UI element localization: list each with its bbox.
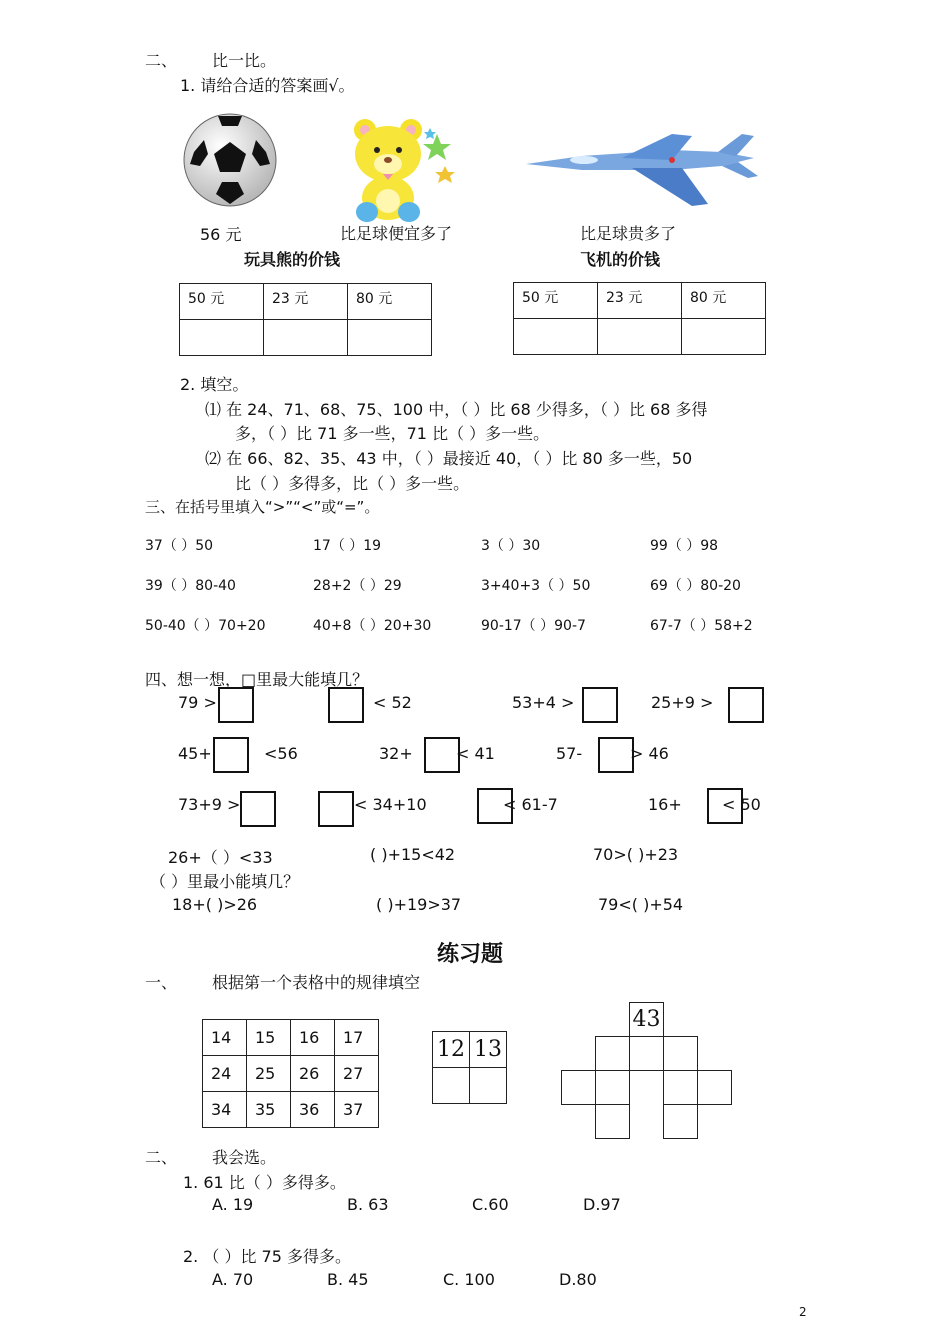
plane-answer-cell[interactable] [682, 319, 766, 355]
compare-item: 3+40+3（ ）50 [481, 578, 591, 594]
choice-option[interactable]: D.80 [559, 1270, 597, 1289]
answer-box[interactable] [728, 687, 764, 723]
bear-option: 50 元 [180, 284, 264, 320]
answer-box[interactable] [213, 737, 249, 773]
cross-cell[interactable] [595, 1036, 630, 1071]
bear-option: 80 元 [348, 284, 432, 320]
fill-2-line-b: 比（ ）多得多，比（ ）多一些。 [235, 474, 470, 493]
cross-cell[interactable] [663, 1070, 698, 1105]
compare-item: 69（ ）80-20 [650, 578, 741, 594]
choice-option[interactable]: B. 45 [327, 1270, 369, 1289]
compare-item: 50-40（ ）70+20 [145, 618, 266, 634]
cross-cell[interactable] [595, 1104, 630, 1139]
fill-2-line-a: ⑵ 在 66、82、35、43 中，（ ）最接近 40，（ ）比 80 多一些，50 [205, 449, 693, 468]
section-2-number: 二、 [145, 51, 178, 70]
page-number: 2 [799, 1305, 807, 1319]
bear-option: 23 元 [264, 284, 348, 320]
compare-item: 40+8（ ）20+30 [313, 618, 432, 634]
compare-item: 3（ ）30 [481, 538, 541, 554]
answer-box[interactable] [598, 737, 634, 773]
teddy-bear-image [345, 116, 465, 224]
compare-item: 17（ ）19 [313, 538, 382, 554]
box-text: < 34+10 [354, 795, 427, 814]
choice-question-1: 1. 61 比（ ）多得多。 [183, 1173, 346, 1192]
box-text: 16+ [648, 795, 682, 814]
small-grid-cell: 13 [469, 1031, 507, 1068]
cross-cell[interactable] [629, 1036, 664, 1071]
box-text: 57- [556, 744, 583, 763]
plane-answer-cell[interactable] [598, 319, 682, 355]
bear-answer-cell[interactable] [180, 320, 264, 356]
cross-top-cell: 43 [629, 1002, 664, 1037]
question-1: 1. 请给合适的答案画√。 [180, 76, 355, 95]
answer-box[interactable] [582, 687, 618, 723]
plane-price-label: 飞机的价钱 [580, 250, 661, 269]
practice-2-number: 二、 [145, 1148, 178, 1167]
paren-text: 18+( )>26 [172, 895, 258, 914]
choice-option[interactable]: B. 63 [347, 1195, 389, 1214]
grid-cell: 34 [203, 1092, 247, 1128]
plane-option: 80 元 [682, 283, 766, 319]
grid-cell: 36 [291, 1092, 335, 1128]
section-4-heading: 四、想一想，□里最大能填几？ [145, 670, 369, 689]
compare-item: 99（ ）98 [650, 538, 719, 554]
box-text: 79 > [178, 693, 217, 712]
choice-option[interactable]: A. 19 [212, 1195, 254, 1214]
answer-box[interactable] [328, 687, 364, 723]
bear-answer-cell[interactable] [264, 320, 348, 356]
bear-price-label: 玩具熊的价钱 [244, 250, 341, 269]
choice-question-2: 2. （ ）比 75 多得多。 [183, 1247, 351, 1266]
box-text: 53+4 > [512, 693, 575, 712]
airplane-image [522, 130, 762, 210]
box-text: < 41 [456, 744, 495, 763]
grid-cell: 37 [335, 1092, 379, 1128]
grid-cell: 27 [335, 1056, 379, 1092]
question-2: 2. 填空。 [180, 375, 249, 394]
grid-cell: 14 [203, 1020, 247, 1056]
small-grid-cell: 12 [432, 1031, 470, 1068]
paren-text: 79<( )+54 [598, 895, 684, 914]
compare-item: 37（ ）50 [145, 538, 214, 554]
answer-box[interactable] [318, 791, 354, 827]
paren-text: 26+（ ）<33 [168, 848, 273, 867]
plane-price-table [513, 282, 766, 355]
box-text: 73+9 > [178, 795, 241, 814]
box-text: > 46 [630, 744, 669, 763]
box-text: <56 [264, 744, 298, 763]
grid-cell: 26 [291, 1056, 335, 1092]
bear-price-table [179, 283, 432, 356]
paren-text: ( )+19>37 [376, 895, 462, 914]
plane-option: 50 元 [514, 283, 598, 319]
cross-cell[interactable] [663, 1036, 698, 1071]
plane-option: 23 元 [598, 283, 682, 319]
box-text: < 50 [722, 795, 761, 814]
box-text: 45+ [178, 744, 212, 763]
choice-option[interactable]: C. 100 [443, 1270, 495, 1289]
answer-box[interactable] [240, 791, 276, 827]
practice-1-number: 一、 [145, 973, 178, 992]
plane-note: 比足球贵多了 [580, 224, 677, 243]
small-grid-blank[interactable] [469, 1067, 507, 1104]
ball-price: 56 元 [200, 225, 242, 244]
min-heading: （ ）里最小能填几？ [150, 872, 300, 891]
small-grid-blank[interactable] [432, 1067, 470, 1104]
cross-cell[interactable] [697, 1070, 732, 1105]
choice-option[interactable]: A. 70 [212, 1270, 254, 1289]
pattern-grid [202, 1019, 379, 1128]
box-text: 25+9 > [651, 693, 714, 712]
cross-cell[interactable] [561, 1070, 596, 1105]
grid-cell: 15 [247, 1020, 291, 1056]
answer-box[interactable] [218, 687, 254, 723]
section-3-heading: 三、在括号里填入“>”“<”或“=”。 [145, 498, 380, 516]
grid-cell: 25 [247, 1056, 291, 1092]
grid-cell: 16 [291, 1020, 335, 1056]
plane-answer-cell[interactable] [514, 319, 598, 355]
compare-item: 28+2（ ）29 [313, 578, 402, 594]
fill-1-line-b: 多，（ ）比 71 多一些，71 比（ ）多一些。 [235, 424, 550, 443]
choice-option[interactable]: C.60 [472, 1195, 509, 1214]
soccer-ball-image [180, 112, 280, 208]
bear-note: 比足球便宜多了 [340, 224, 453, 243]
grid-cell: 35 [247, 1092, 291, 1128]
box-text: 32+ [379, 744, 413, 763]
choice-option[interactable]: D.97 [583, 1195, 621, 1214]
box-text: < 52 [373, 693, 412, 712]
section-2-heading: 比一比。 [212, 51, 277, 70]
grid-cell: 24 [203, 1056, 247, 1092]
paren-text: ( )+15<42 [370, 845, 456, 864]
practice-2-heading: 我会选。 [212, 1148, 277, 1167]
grid-cell: 17 [335, 1020, 379, 1056]
paren-text: 70>( )+23 [593, 845, 679, 864]
bear-answer-cell[interactable] [348, 320, 432, 356]
cross-cell[interactable] [663, 1104, 698, 1139]
practice-1-heading: 根据第一个表格中的规律填空 [212, 973, 421, 992]
practice-title: 练习题 [437, 942, 504, 967]
answer-box[interactable] [424, 737, 460, 773]
box-text: < 61-7 [503, 795, 558, 814]
compare-item: 90-17（ ）90-7 [481, 618, 586, 634]
cross-cell[interactable] [595, 1070, 630, 1105]
compare-item: 67-7（ ）58+2 [650, 618, 753, 634]
compare-item: 39（ ）80-40 [145, 578, 236, 594]
fill-1-line-a: ⑴ 在 24、71、68、75、100 中，（ ）比 68 少得多，（ ）比 68 多得 [205, 400, 708, 419]
